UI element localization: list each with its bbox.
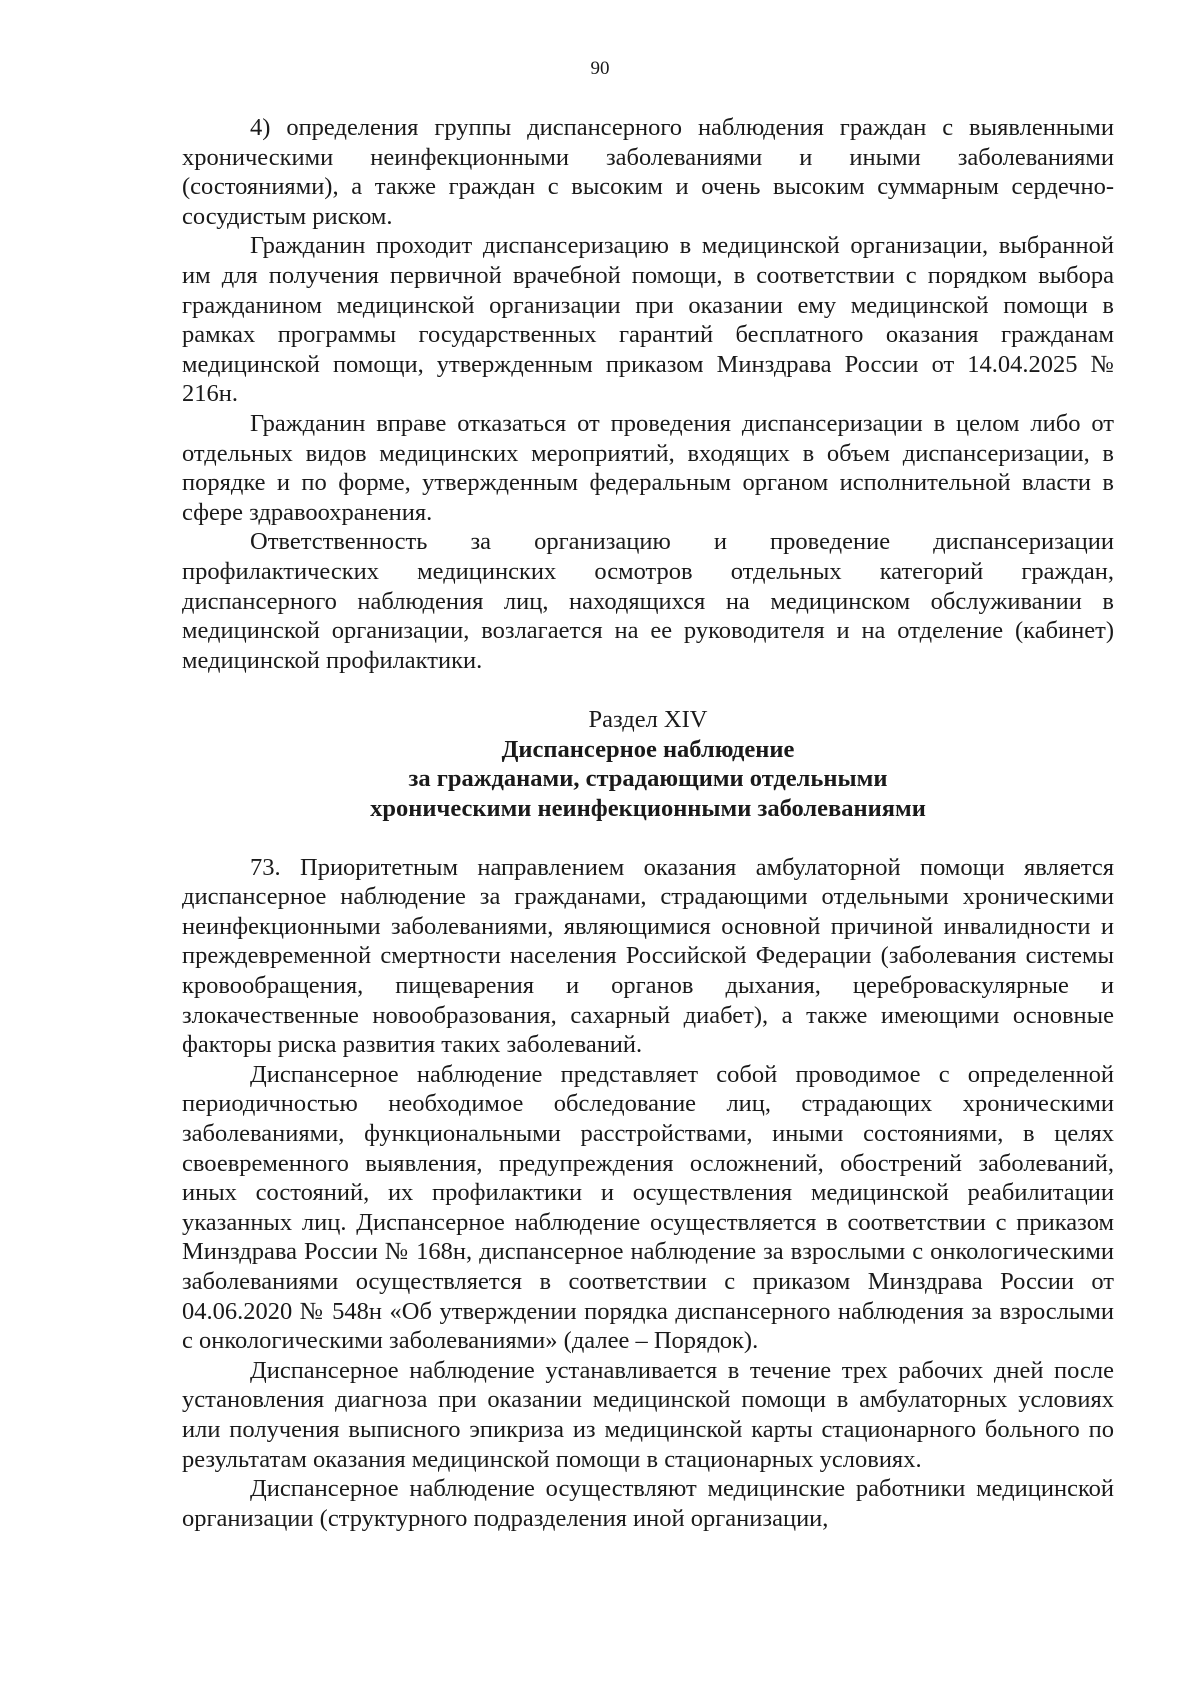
section-title-line: Диспансерное наблюдение <box>501 735 795 763</box>
page-number: 90 <box>590 58 610 79</box>
paragraph: 4) определения группы диспансерного наблюдения граждан с выявленными хроническими неинфекционными заболеваниями и иными заболеваниями (состояниями), а также граждан с высоким и очень высоким суммарным сердечно-сосудистым риском. <box>182 114 1114 230</box>
paragraph: Гражданин вправе отказаться от проведения диспансеризации в целом либо от отдельных видов медицинских мероприятий, входящих в объем диспансеризации, в порядке и по форме, утвержденным федеральным органом исполнительной власти в сфере здравоохранения. <box>182 409 1114 526</box>
paragraph: 73. Приоритетным направлением оказания амбулаторной помощи является диспансерное наблюдение за гражданами, страдающими отдельными хроническими неинфекционными заболеваниями, являющимися основной причиной инвалидности и преждевременной смертности населения Российской Федерации (заболевания системы кровообращения, пищеварения и органов дыхания, цереброваскулярные и злокачественные новообразования, сахарный диабет), а также имеющими основные факторы риска развития таких заболеваний. <box>182 853 1114 1059</box>
paragraph: Диспансерное наблюдение осуществляют медицинские работники медицинской организации (структурного подразделения иной организации, <box>182 1475 1114 1532</box>
section-title-line: за гражданами, страдающими отдельными <box>408 765 888 793</box>
paragraph: Гражданин проходит диспансеризацию в медицинской организации, выбранной им для получения первичной врачебной помощи, в соответствии с порядком выбора гражданином медицинской организации при оказании ему медицинской помощи в рамках программы государственных гарантий бесплатного оказания гражданам медицинской помощи, утвержденным приказом Минздрава России от 14.04.2025 № 216н. <box>182 232 1114 408</box>
section-heading <box>182 705 1114 823</box>
section-title-line: хроническими неинфекционными заболеваниями <box>370 795 926 823</box>
document-body <box>182 113 1114 1533</box>
section-label: Раздел XIV <box>588 706 708 734</box>
paragraph: Диспансерное наблюдение представляет собой проводимое с определенной периодичностью необходимое обследование лиц, страдающих хроническими заболеваниями, функциональными расстройствами, иными состояниями, в целях своевременного выявления, предупреждения осложнений, обострений заболеваний, иных состояний, их профилактики и осуществления медицинской реабилитации указанных лиц. Диспансерное наблюдение осуществляется в соответствии с приказом Минздрава России № 168н, диспансерное наблюдение за взрослыми с онкологическими заболеваниями осуществляется в соответствии с приказом Минздрава России от 04.06.2020 № 548н «Об утверждении порядка диспансерного наблюдения за взрослыми с онкологическими заболеваниями» (далее – Порядок). <box>182 1060 1114 1355</box>
paragraph: Ответственность за организацию и проведение диспансеризации профилактических медицинских осмотров отдельных категорий граждан, диспансерного наблюдения лиц, находящихся на медицинском обслуживании в медицинской организации, возлагается на ее руководителя и на отделение (кабинет) медицинской профилактики. <box>182 528 1114 674</box>
paragraph: Диспансерное наблюдение устанавливается в течение трех рабочих дней после установления диагноза при оказании медицинской помощи в амбулаторных условиях или получения выписного эпикриза из медицинской карты стационарного больного по результатам оказания медицинской помощи в стационарных условиях. <box>182 1356 1114 1473</box>
